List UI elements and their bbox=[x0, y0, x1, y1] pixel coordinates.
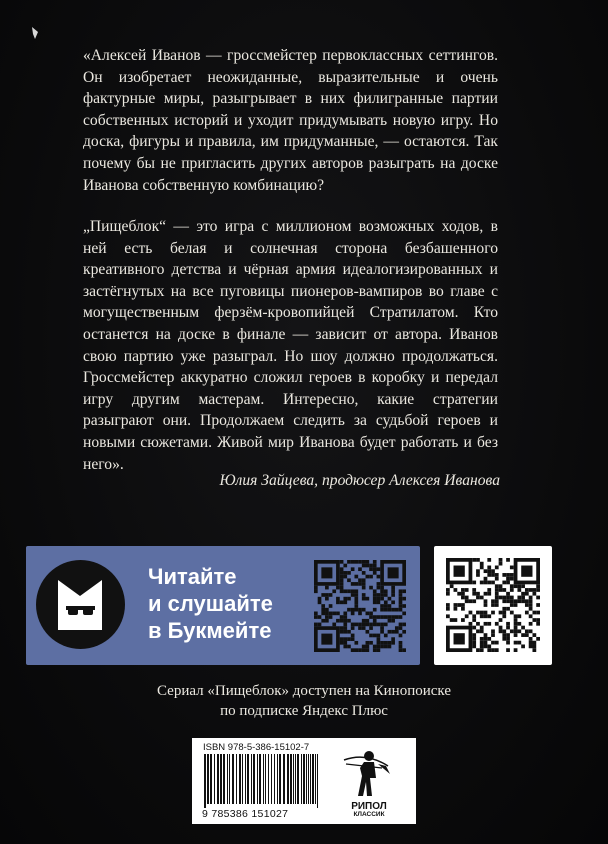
archer-logo-icon bbox=[336, 744, 396, 802]
isbn-text: ISBN 978-5-386-15102-7 bbox=[203, 742, 310, 753]
bookmate-banner-text bbox=[148, 563, 273, 644]
corner-mark-icon bbox=[30, 26, 40, 40]
kinopoisk-qr-code-icon[interactable] bbox=[446, 558, 540, 652]
serial-line-1: Сериал «Пищеблок» доступен на Кинопоиске bbox=[156, 683, 451, 699]
banner-line-3: в Букмейте bbox=[148, 618, 272, 643]
barcode-number: 9 785386 151027 bbox=[202, 808, 289, 820]
publisher-sub: КЛАССИК bbox=[353, 811, 385, 818]
quote-signature: Юлия Зайцева, продюсер Алексея Иванова bbox=[219, 472, 500, 489]
bookmate-logo-icon bbox=[36, 560, 125, 649]
serial-line-2: по подписке Яндекс Плюс bbox=[220, 703, 388, 719]
bookmate-banner bbox=[26, 546, 420, 665]
bookmate-qr-code-icon[interactable] bbox=[314, 560, 406, 652]
blurb-paragraph-2: „Пищеблок“ — это игра с миллионом возможных ходов, в ней есть белая и солнечная сторона безбашенного креативного детства и чёрная армия идеалогизированных и застёгнутых на все пуговицы пионеров-вампиров во главе с могущественным ферзём-кровопийцей Стратилатом. Кто останется на доске в финале — зависит от автора. Иванов свою партию уже разыграл. Но шоу должно продолжаться. Гроссмейстер аккуратно сложил героев в коробку и передал игру другим мастерам. Интересно, какие стратегии разыграют они. Продолжаем следить за судьбой героев и новыми сюжетами. Живой мир Иванова будет работать и без него». bbox=[83, 218, 498, 473]
banner-line-2: и слушайте bbox=[148, 591, 273, 616]
kinopoisk-qr-box bbox=[434, 546, 552, 665]
barcode-box bbox=[192, 738, 416, 824]
banner-line-1: Читайте bbox=[148, 564, 237, 589]
barcode-icon bbox=[202, 754, 324, 808]
blurb-paragraph-1: «Алексей Иванов — гроссмейстер первоклассных сеттингов. Он изобретает неожиданные, выразительные и очень фактурные миры, разыгрывает в них филигранные партии собственных историй и уходит придумывать новую игру. Но доска, фигуры и правила, им придуманные, — остаются. Так почему бы не пригласить других авторов разыграть на доске Иванова собственную комбинацию? bbox=[83, 47, 498, 194]
publisher-name: РИПОЛ bbox=[351, 801, 387, 812]
